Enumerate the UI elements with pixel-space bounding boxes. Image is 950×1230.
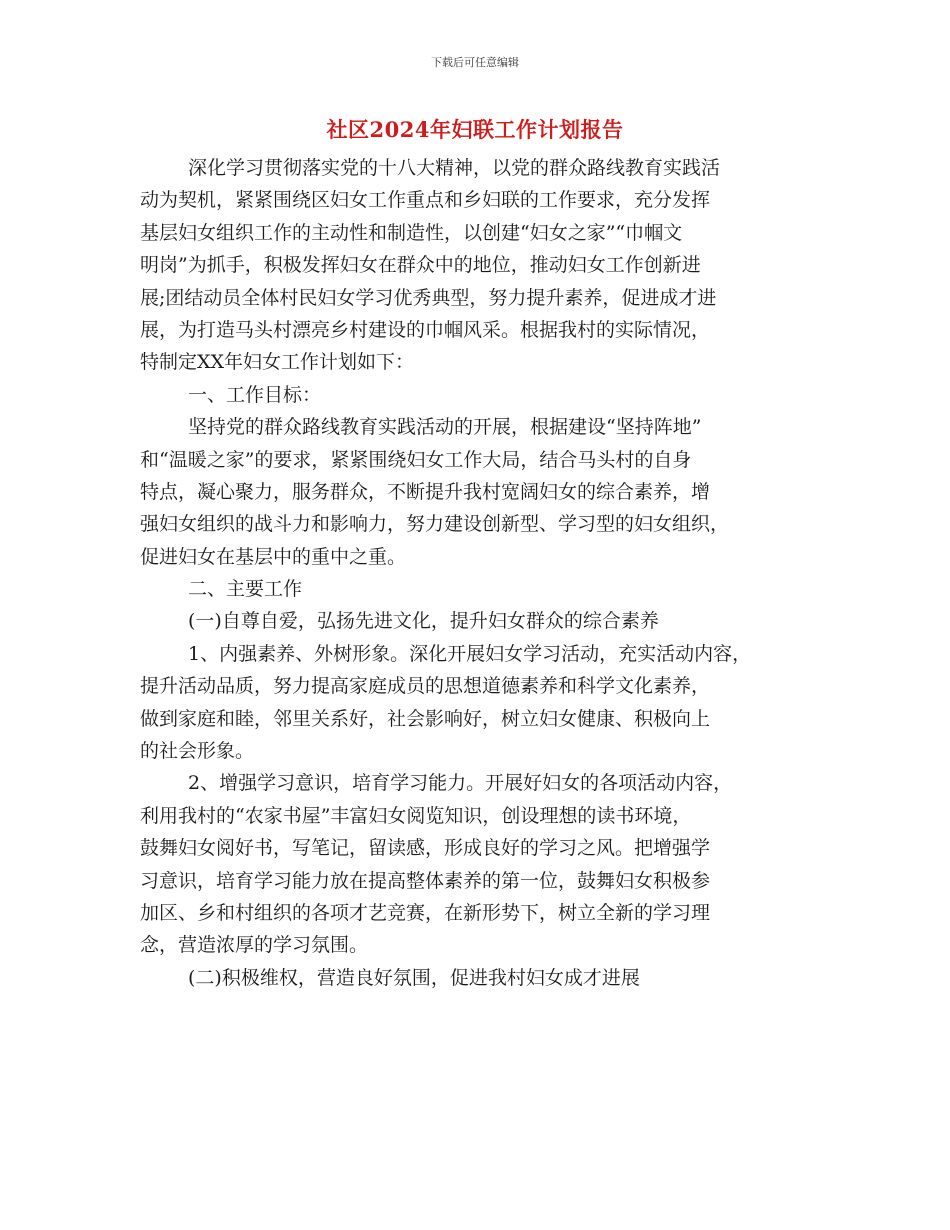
text-line: 习意识，培育学习能力放在提高整体素养的第一位，鼓舞妇女积极参 — [140, 869, 711, 892]
text-line: 基层妇女组织工作的主动性和制造性，以创建“妇女之家”“巾帼文 — [140, 221, 683, 244]
text-line: 1、内强素养、外树形象。深化开展妇女学习活动，充实活动内容， — [188, 642, 752, 665]
text-line: 明岗”为抓手，积极发挥妇女在群众中的地位，推动妇女工作创新进 — [140, 254, 701, 277]
text-line: 一、工作目标： — [188, 383, 322, 406]
text-line: 2、增强学习意识，培育学习能力。开展好妇女的各项活动内容， — [188, 772, 733, 795]
subsection-heading-1 — [140, 605, 830, 637]
paragraph-item-1 — [140, 638, 830, 768]
text-line: 促进妇女在基层中的重中之重。 — [140, 545, 407, 568]
document-body — [140, 152, 830, 994]
paragraph-intro — [140, 152, 830, 379]
text-line: 做到家庭和睦，邻里关系好，社会影响好，树立妇女健康、积极向上 — [140, 707, 711, 730]
text-line: (二)积极维权，营造良好氛围，促进我村妇女成才进展 — [188, 966, 640, 989]
text-line: 展，为打造马头村漂亮乡村建设的巾帼风采。根据我村的实际情况， — [140, 318, 711, 341]
text-line: 动为契机，紧紧围绕区妇女工作重点和乡妇联的工作要求，充分发挥 — [140, 189, 711, 212]
text-line: 加区、乡和村组织的各项才艺竞赛，在新形势下，树立全新的学习理 — [140, 901, 711, 924]
text-line: 和“温暖之家”的要求，紧紧围绕妇女工作大局，结合马头村的自身 — [140, 448, 692, 471]
subsection-heading-2 — [140, 962, 830, 994]
section-heading-goals — [140, 379, 830, 411]
text-line: 的社会形象。 — [140, 740, 255, 763]
text-line: 利用我村的“农家书屋”丰富妇女阅览知识，创设理想的读书环境， — [140, 804, 692, 827]
text-line: 深化学习贯彻落实党的十八大精神，以党的群众路线教育实践活 — [188, 157, 721, 179]
text-line: 二、主要工作 — [188, 578, 303, 601]
text-line: 特制定XX年妇女工作计划如下： — [140, 351, 415, 374]
paragraph-item-2 — [140, 767, 830, 961]
paragraph-goals — [140, 411, 830, 573]
text-line: 鼓舞妇女阅好书，写笔记，留读感，形成良好的学习之风。把增强学 — [140, 837, 711, 860]
text-line: 坚持党的群众路线教育实践活动的开展，根据建设“坚持阵地” — [188, 416, 702, 439]
text-line: 强妇女组织的战斗力和影响力，努力建设创新型、学习型的妇女组织， — [140, 513, 730, 536]
text-line: 提升活动品质，努力提高家庭成员的思想道德素养和科学文化素养， — [140, 675, 711, 698]
text-line: 特点，凝心聚力，服务群众，不断提升我村宽阔妇女的综合素养，增 — [140, 480, 711, 503]
section-heading-main-work — [140, 573, 830, 605]
text-line: (一)自尊自爱，弘扬先进文化，提升妇女群众的综合素养 — [188, 610, 659, 633]
text-line: 念，营造浓厚的学习氛围。 — [140, 934, 369, 957]
text-line: 展;团结动员全体村民妇女学习优秀典型，努力提升素养，促进成才进 — [140, 286, 717, 309]
header-note: 下载后可任意编辑 — [431, 56, 519, 69]
document-title: 社区2024年妇联工作计划报告 — [326, 117, 624, 142]
